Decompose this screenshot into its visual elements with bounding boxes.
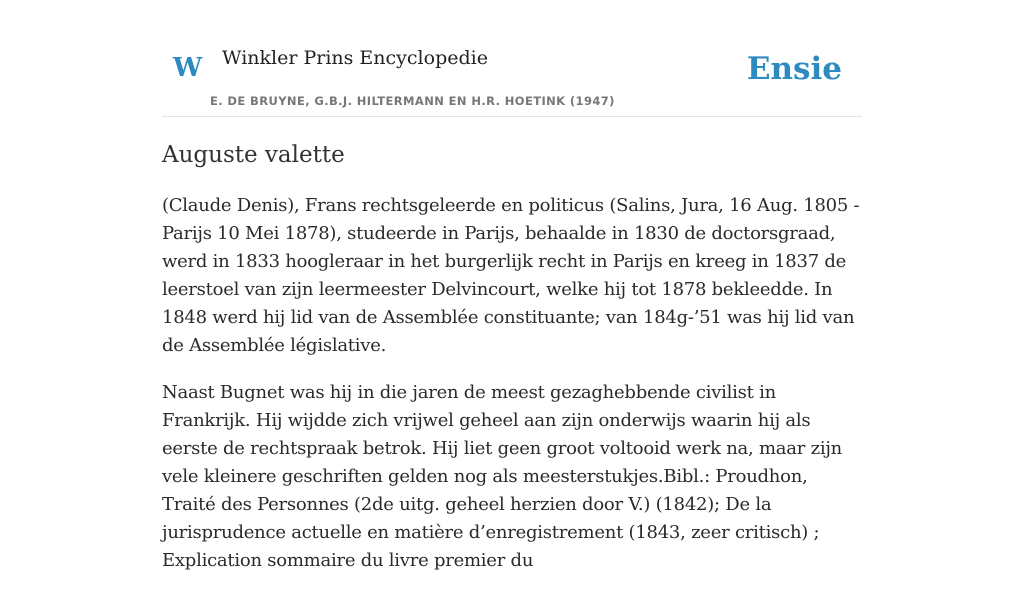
article-title: Auguste valette — [162, 142, 345, 168]
article-body — [162, 192, 862, 594]
publication-logo[interactable]: W — [173, 53, 203, 83]
ensie-logo[interactable]: Ensie — [746, 51, 842, 87]
page-container — [162, 0, 862, 571]
publication-title[interactable]: Winkler Prins Encyclopedie — [222, 47, 488, 69]
article-paragraph: Naast Bugnet was hij in die jaren de meest gezaghebbende civilist in Frankrijk. Hij wijdde zich vrijwel geheel aan zijn onderwijs waarin hij als eerste de rechtspraak betrok. Hij liet geen groot voltooid werk na, maar zijn vele kleinere geschriften gelden nog als meesterstukjes.Bibl.: Proudhon, Traité des Personnes (2de uitg. geheel herzien door V.) (1842); De la jurisprudence actuelle en matière d’enregistrement (1843, zeer critisch) ; Explication sommaire du livre premier du — [162, 382, 842, 571]
authors-line: E. DE BRUYNE, G.B.J. HILTERMANN EN H.R. HOETINK (1947) — [210, 94, 615, 108]
header — [162, 0, 862, 117]
article-paragraph: (Claude Denis), Frans rechtsgeleerde en politicus (Salins, Jura, 16 Aug. 1805 - Parijs 10 Mei 1878), studeerde in Parijs, behaalde in 1830 de doctorsgraad, werd in 1833 hoogleraar in het burgerlijk recht in Parijs en kreeg in 1837 de leerstoel van zijn leermeester Delvincourt, welke hij tot 1878 bekleedde. In 1848 werd hij lid van de Assemblée constituante; van 184g-’51 was hij lid van de Assemblée législative. — [162, 195, 860, 356]
